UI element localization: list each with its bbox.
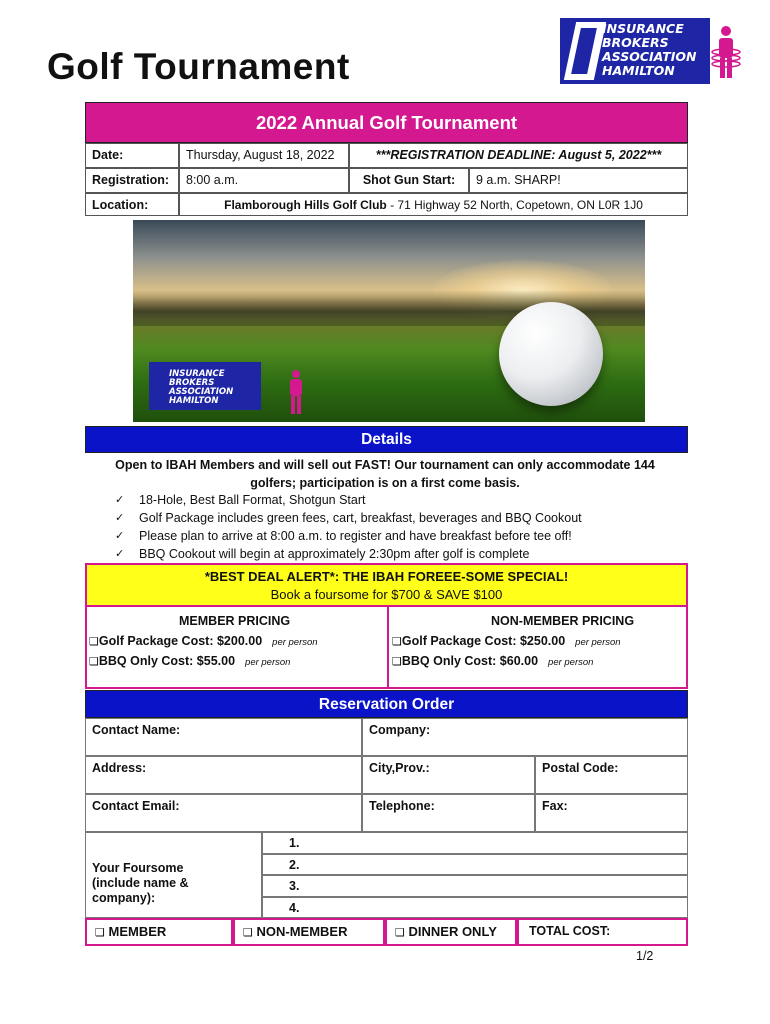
registration-deadline: ***REGISTRATION DEADLINE: August 5, 2022***: [349, 143, 688, 168]
nonmember-pricing-heading: NON-MEMBER PRICING: [491, 614, 635, 628]
checkbox-icon: ❑: [89, 635, 99, 648]
foursome-slot-3[interactable]: 3.: [262, 875, 688, 897]
location-address: - 71 Highway 52 North, Copetown, ON L0R 1J0: [386, 198, 643, 212]
nonmember-bbq-price: ❑BBQ Only Cost: $60.00 per person: [392, 654, 594, 668]
ibah-logo: [558, 18, 748, 86]
location-value: [179, 193, 688, 216]
check-icon: ✓: [115, 493, 125, 506]
member-golf-price: ❑Golf Package Cost: $200.00 per person: [89, 634, 318, 648]
postal-code-field[interactable]: Postal Code:: [535, 756, 688, 794]
check-icon: ✓: [115, 547, 125, 560]
city-prov-field[interactable]: City,Prov.:: [362, 756, 535, 794]
address-field[interactable]: Address:: [85, 756, 362, 794]
details-list: [115, 491, 582, 563]
deal-title: *BEST DEAL ALERT*: THE IBAH FOREEE-SOME SPECIAL!: [204, 569, 569, 584]
deal-subtitle: Book a foursome for $700 & SAVE $100: [270, 587, 503, 602]
checkbox-icon: ❑: [392, 635, 402, 648]
golf-ball-photo: [133, 220, 645, 422]
date-label: Date:: [85, 143, 179, 168]
photo-mascot-icon: [283, 368, 309, 416]
registration-value: 8:00 a.m.: [179, 168, 349, 193]
company-field[interactable]: Company:: [362, 718, 688, 756]
date-value: Thursday, August 18, 2022: [179, 143, 349, 168]
page-number: 1/2: [636, 949, 654, 963]
nonmember-golf-price: ❑Golf Package Cost: $250.00 per person: [392, 634, 621, 648]
tournament-title-bar: 2022 Annual Golf Tournament: [85, 102, 688, 143]
pricing-box: [85, 607, 688, 689]
contact-email-field[interactable]: Contact Email:: [85, 794, 362, 832]
checkbox-icon[interactable]: ❑: [395, 926, 405, 939]
nonmember-option[interactable]: ❑ NON-MEMBER: [233, 918, 385, 946]
location-venue: Flamborough Hills Golf Club: [224, 198, 387, 212]
member-bbq-price: ❑BBQ Only Cost: $55.00 per person: [89, 654, 291, 668]
check-icon: ✓: [115, 511, 125, 524]
page-title: Golf Tournament: [47, 46, 350, 87]
photo-logo-text: INSURANCE BROKERS ASSOCIATION HAMILTON: [169, 369, 234, 406]
telephone-field[interactable]: Telephone:: [362, 794, 535, 832]
foursome-slot-1[interactable]: 1.: [262, 832, 688, 854]
list-item: ✓ Golf Package includes green fees, cart, breakfast, beverages and BBQ Cookout: [115, 511, 582, 525]
checkbox-icon: ❑: [392, 655, 402, 668]
fax-field[interactable]: Fax:: [535, 794, 688, 832]
dinner-only-option[interactable]: ❑ DINNER ONLY: [385, 918, 517, 946]
location-label: Location:: [85, 193, 179, 216]
checkbox-icon: ❑: [89, 655, 99, 668]
check-icon: ✓: [115, 529, 125, 542]
golf-ball-icon: [499, 302, 603, 406]
list-item: ✓ BBQ Cookout will begin at approximately 2:30pm after golf is complete: [115, 547, 530, 561]
reservation-heading: Reservation Order: [85, 690, 688, 718]
details-intro: Open to IBAH Members and will sell out FAST! Our tournament can only accommodate 144 golfers; participation is on a first come basis.: [115, 458, 655, 490]
foursome-slot-4[interactable]: 4.: [262, 897, 688, 918]
list-item: ✓ Please plan to arrive at 8:00 a.m. to register and have breakfast before tee off!: [115, 529, 572, 543]
member-option[interactable]: ❑ MEMBER: [85, 918, 233, 946]
checkbox-icon[interactable]: ❑: [95, 926, 105, 939]
foursome-slot-2[interactable]: 2.: [262, 854, 688, 875]
member-pricing-heading: MEMBER PRICING: [179, 614, 291, 628]
mascot-figure-icon: [710, 24, 742, 82]
details-heading: Details: [85, 426, 688, 453]
registration-label: Registration:: [85, 168, 179, 193]
list-item: ✓ 18-Hole, Best Ball Format, Shotgun Start: [115, 493, 366, 507]
logo-text: INSURANCE BROKERS ASSOCIATION HAMILTON: [602, 21, 697, 78]
shotgun-value: 9 a.m. SHARP!: [469, 168, 688, 193]
foursome-label: Your Foursome (include name & company):: [85, 832, 262, 918]
checkbox-icon[interactable]: ❑: [243, 926, 253, 939]
shotgun-label: Shot Gun Start:: [349, 168, 469, 193]
total-cost-field[interactable]: TOTAL COST:: [517, 918, 688, 946]
contact-name-field[interactable]: Contact Name:: [85, 718, 362, 756]
deal-banner: [85, 563, 688, 607]
